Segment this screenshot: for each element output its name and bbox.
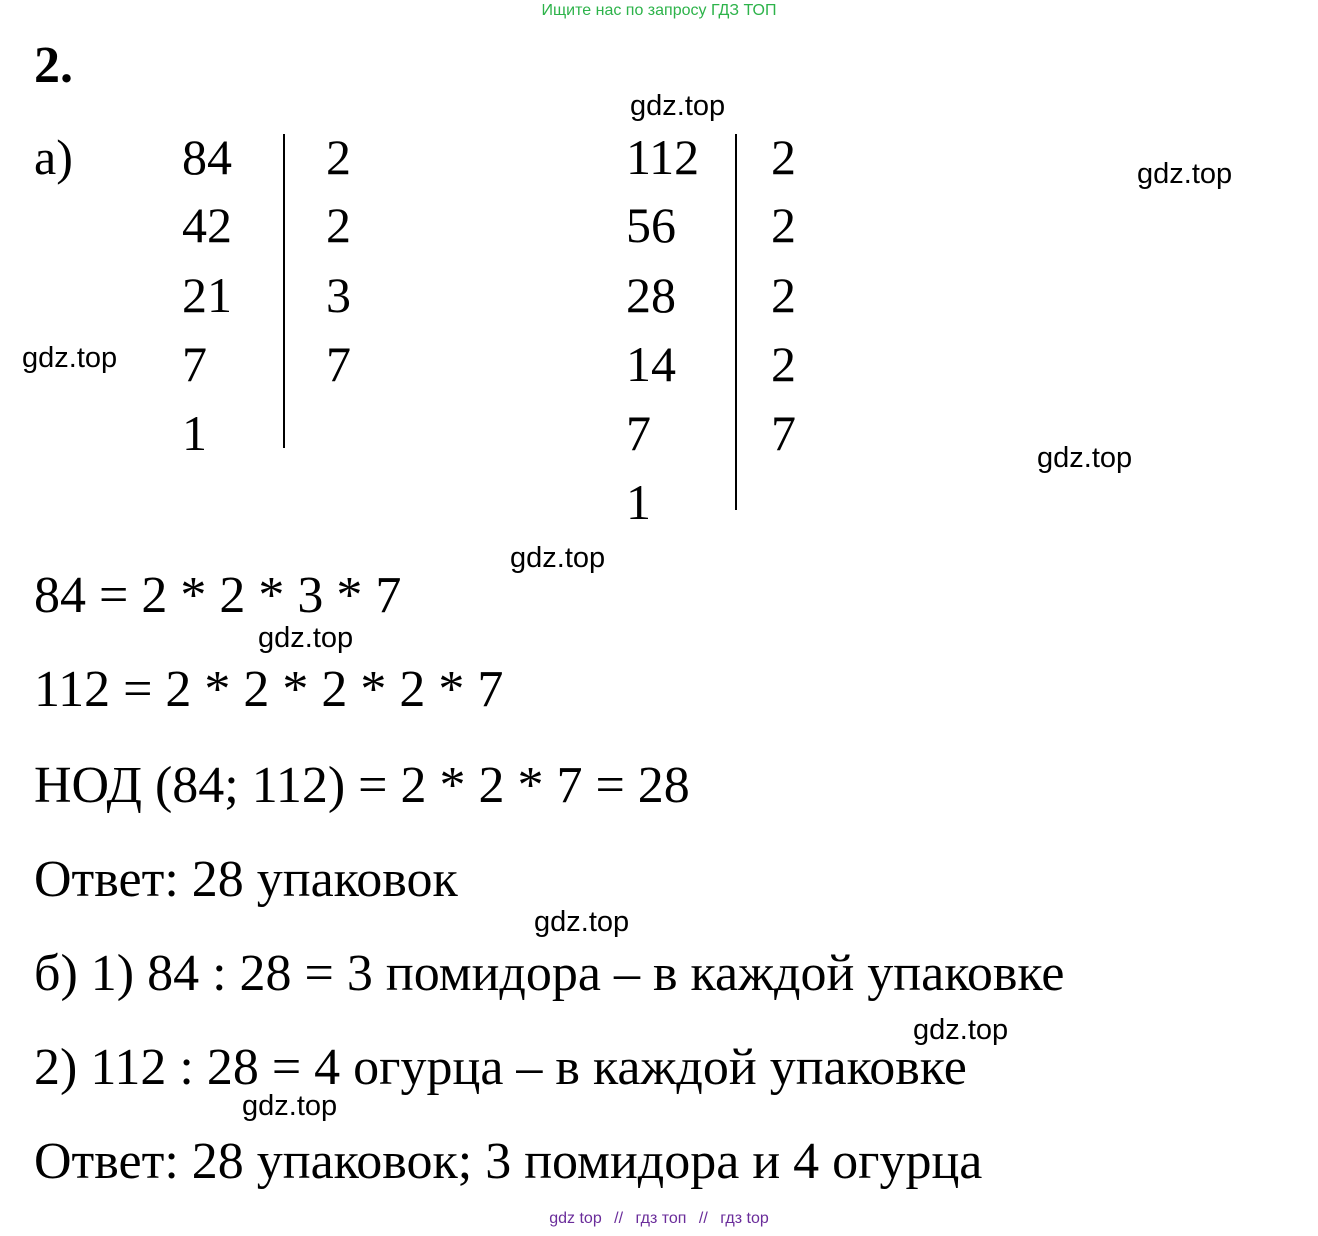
divisor: 2 xyxy=(771,336,796,392)
task-number: 2. xyxy=(34,37,73,94)
divider-line xyxy=(283,134,285,448)
factorization-112: 112 = 2 * 2 * 2 * 2 * 7 xyxy=(34,661,504,718)
part-b-step-1: б) 1) 84 : 28 = 3 помидора – в каждой упаковке xyxy=(34,945,1065,1002)
divisor: 2 xyxy=(771,197,796,253)
watermark: gdz.top xyxy=(258,622,354,654)
part-b-step-2: 2) 112 : 28 = 4 огурца – в каждой упаковке xyxy=(34,1039,967,1096)
watermark: gdz.top xyxy=(22,342,118,374)
divisor: 7 xyxy=(326,336,351,392)
watermark: gdz.top xyxy=(630,90,726,122)
dividend: 1 xyxy=(182,405,207,461)
dividend: 7 xyxy=(626,405,651,461)
factorization-84: 84 = 2 * 2 * 3 * 7 xyxy=(34,567,402,624)
dividend: 84 xyxy=(182,129,232,185)
dividend: 14 xyxy=(626,336,676,392)
footer-link[interactable]: гдз top xyxy=(720,1210,769,1227)
divisor: 3 xyxy=(326,267,351,323)
gcd-line: НОД (84; 112) = 2 * 2 * 7 = 28 xyxy=(34,757,690,814)
divisor: 7 xyxy=(771,405,796,461)
dividend: 56 xyxy=(626,197,676,253)
footer-link[interactable]: гдз топ xyxy=(635,1210,687,1227)
part-a-label: а) xyxy=(34,129,73,185)
answer-b: Ответ: 28 упаковок; 3 помидора и 4 огурца xyxy=(34,1133,983,1190)
footer-link[interactable]: gdz top xyxy=(549,1210,602,1227)
watermark: gdz.top xyxy=(913,1014,1009,1046)
watermark: gdz.top xyxy=(1137,158,1233,190)
footer-separator: // xyxy=(614,1210,624,1227)
divisor: 2 xyxy=(326,197,351,253)
dividend: 7 xyxy=(182,336,207,392)
divisor: 2 xyxy=(771,267,796,323)
top-banner[interactable]: Ищите нас по запросу ГДЗ ТОП xyxy=(541,2,777,19)
dividend: 28 xyxy=(626,267,676,323)
dividend: 1 xyxy=(626,474,651,530)
watermark: gdz.top xyxy=(242,1090,338,1122)
watermark: gdz.top xyxy=(1037,442,1133,474)
footer-separator: // xyxy=(698,1210,708,1227)
dividend: 112 xyxy=(626,129,700,185)
answer-a: Ответ: 28 упаковок xyxy=(34,851,458,908)
divider-line xyxy=(735,134,737,510)
footer-links xyxy=(0,1210,1318,1228)
watermark: gdz.top xyxy=(510,542,606,574)
watermark: gdz.top xyxy=(534,906,630,938)
dividend: 21 xyxy=(182,267,232,323)
divisor: 2 xyxy=(771,129,796,185)
dividend: 42 xyxy=(182,197,232,253)
divisor: 2 xyxy=(326,129,351,185)
